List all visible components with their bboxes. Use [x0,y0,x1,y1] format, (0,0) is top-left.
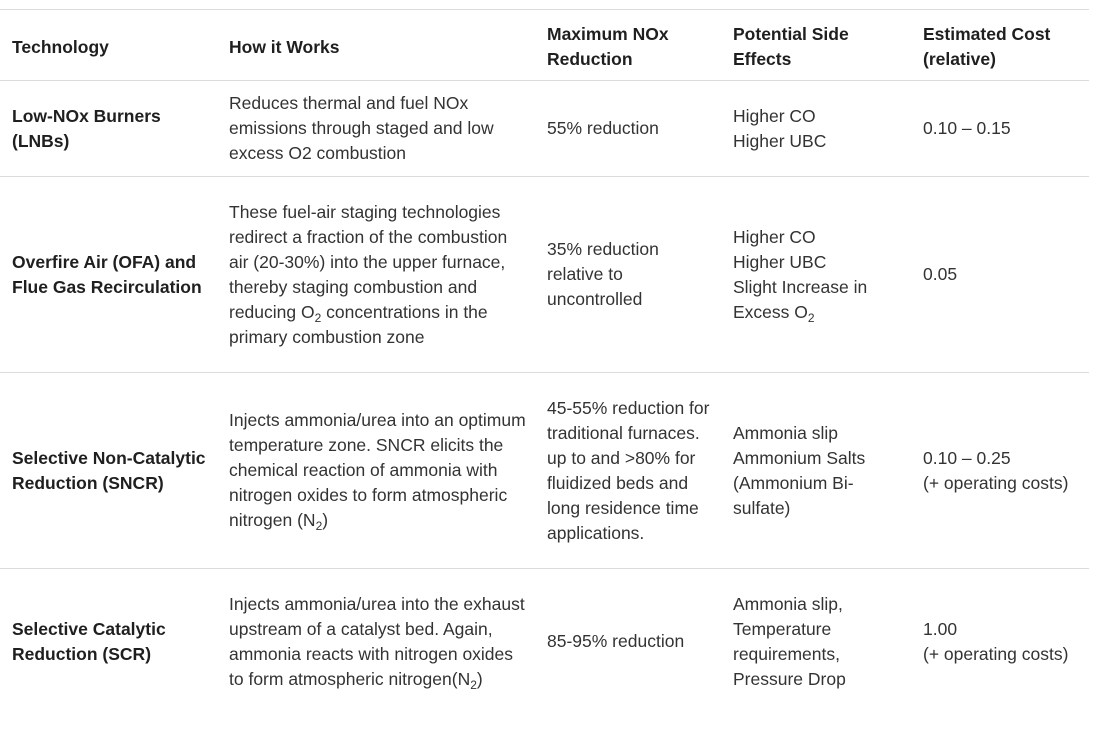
side-effect-item: Higher UBC [733,130,827,151]
cost-value: 0.10 – 0.25 [923,447,1011,468]
how-text: Injects ammonia/urea into an optimum temperature zone. SNCR elicits the chemical reaction of ammonia with nitrogen oxides to form atmospheric nitrogen (N [229,410,526,530]
row-side-effects [721,373,911,569]
table-row [0,177,1089,373]
cost-value: 1.00 [923,618,958,639]
side-effect-item: Ammonia slip, [733,593,843,614]
row-how-it-works [217,373,535,569]
side-effect-item-continued [733,300,903,325]
row-estimated-cost [911,373,1089,569]
header-technology: Technology [12,36,109,57]
row-technology: Low-NOx Burners (LNBs) [12,105,161,151]
header-side-effects: Potential Side Effects [733,24,849,69]
nox-control-table-container [0,9,1089,715]
side-effect-item: Slight Increase in [733,276,868,297]
side-effect-item: Higher UBC [733,251,827,272]
how-text-continued: concentrations in the primary combustion zone [229,301,488,347]
cost-note: (+ operating costs) [923,472,1069,493]
row-max-reduction: 85-95% reduction [547,631,685,652]
table-row [0,81,1089,177]
row-estimated-cost: 0.10 – 0.15 [923,118,1011,138]
row-technology: Overfire Air (OFA) and Flue Gas Recirculation [12,251,202,297]
side-effect-item: Higher CO [733,105,816,126]
side-effect-item: Ammonia slip [733,422,839,443]
nox-control-table [0,9,1089,715]
how-text: Injects ammonia/urea into the exhaust upstream of a catalyst bed. Again, ammonia reacts with nitrogen oxides to form atmospheric nitrogen(N [229,593,525,689]
subscript: 2 [470,677,477,692]
table-row [0,373,1089,569]
header-how-it-works: How it Works [229,36,340,57]
row-side-effects [721,569,911,715]
row-max-reduction: 45-55% reduction for traditional furnaces. up to and >80% for fluidized beds and long residence time applications. [547,397,710,543]
table-header-row [0,10,1089,81]
row-max-reduction: 35% reduction relative to uncontrolled [547,239,659,309]
row-side-effects [721,81,911,177]
header-estimated-cost: Estimated Cost (relative) [923,24,1051,69]
side-effect-text: Excess O [733,301,808,322]
row-how-it-works: Reduces thermal and fuel NOx emissions through staged and low excess O2 combustion [229,93,494,163]
subscript: 2 [315,519,323,533]
row-estimated-cost [911,569,1089,715]
subscript: 2 [807,310,815,325]
side-effect-item: Higher CO [733,226,816,247]
row-technology: Selective Non-Catalytic Reduction (SNCR) [12,447,206,493]
row-technology: Selective Catalytic Reduction (SCR) [12,618,166,664]
side-effect-item: Temperature requirements, [733,618,840,664]
table-row [0,569,1089,715]
how-text-continued: ) [476,668,483,689]
row-side-effects [721,177,911,373]
row-how-it-works [217,569,535,715]
how-text: These fuel-air staging technologies redirect a fraction of the combustion air (20-30%) into the upper furnace, thereby staging combustion and reducing O [229,201,508,322]
header-max-nox-reduction: Maximum NOx Reduction [547,24,669,69]
side-effect-item: Ammonium Salts (Ammonium Bi-sulfate) [733,447,871,518]
row-max-reduction: 55% reduction [547,118,659,138]
cost-note: (+ operating costs) [923,643,1069,664]
side-effect-item: Pressure Drop [733,668,846,689]
row-estimated-cost: 0.05 [923,264,958,284]
subscript: 2 [314,310,322,325]
row-how-it-works [217,177,535,373]
how-text-continued: ) [322,510,329,530]
